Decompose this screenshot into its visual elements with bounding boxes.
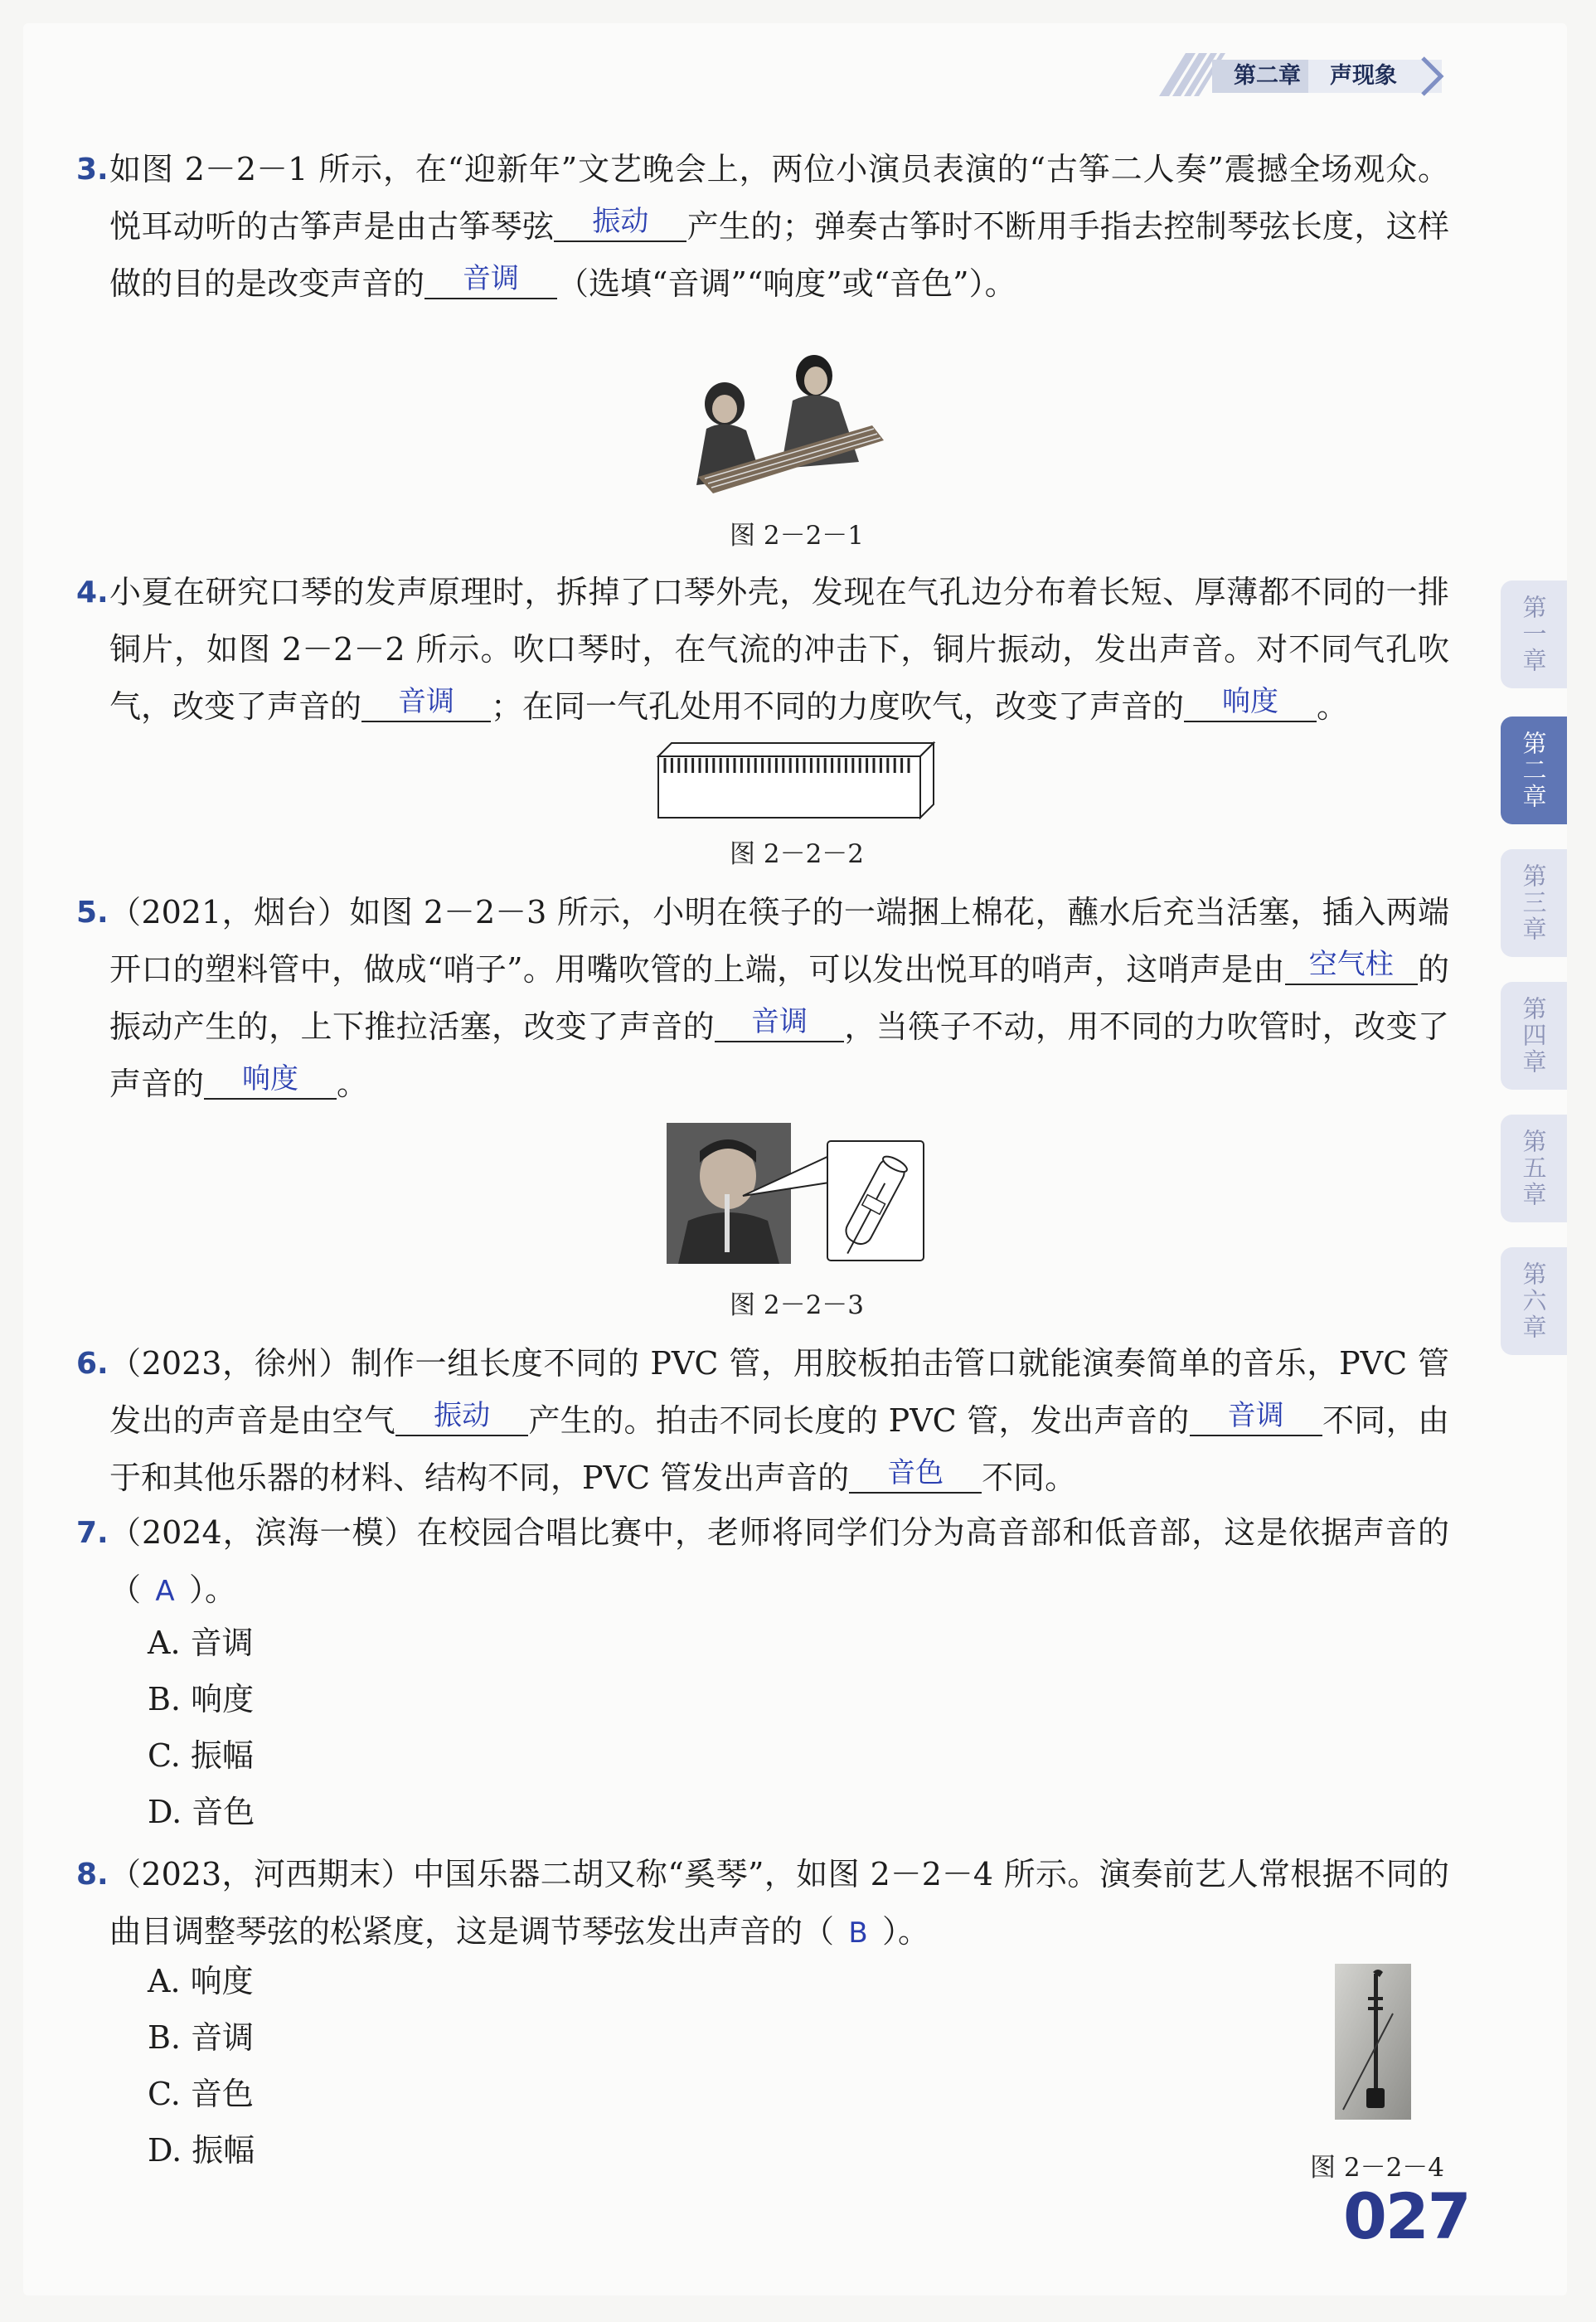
option-d: D. 音色 — [148, 1794, 255, 1830]
answer-blank[interactable] — [1285, 950, 1418, 985]
answer-blank[interactable] — [361, 687, 491, 722]
question-text: ；在同一气孔处用不同的力度吹气，改变了声音的 — [491, 688, 1185, 725]
header-title: 声现象 — [1308, 60, 1442, 93]
question-number: 4. — [76, 576, 109, 610]
question-text: （选填“音调”“响度”或“音色”）。 — [557, 265, 1016, 302]
question-text: 。 — [337, 1066, 369, 1102]
question-text: 产生的。拍击不同长度的 PVC 管，发出声音的 — [528, 1402, 1190, 1439]
choice-answer[interactable]: B — [848, 1916, 868, 1950]
question-text: 不同，由于和其他乐器的材料、结构不同，PVC 管发出声音的 — [109, 1402, 1449, 1496]
answer-blank[interactable] — [849, 1456, 982, 1494]
answer-text: 响度 — [242, 1062, 299, 1095]
question-text: ，当筷子不动，用不同的力吹管时，改变了声音的 — [109, 1008, 1449, 1102]
figure-caption: 图 2－2－2 — [730, 839, 865, 869]
answer-blank[interactable] — [1190, 1401, 1322, 1436]
figure-caption: 图 2－2－4 — [1310, 2153, 1445, 2183]
question-text: 的振动产生的，上下推拉活塞，改变了声音的 — [109, 951, 1449, 1045]
option-d: D. 振幅 — [148, 2132, 255, 2169]
answer-blank[interactable] — [1184, 687, 1317, 722]
question-text: 不同。 — [982, 1460, 1077, 1496]
answer-text: 空气柱 — [1308, 948, 1394, 981]
figure-caption: 图 2－2－1 — [730, 521, 865, 551]
question-number: 3. — [76, 153, 109, 187]
answer-blank[interactable] — [395, 1401, 528, 1436]
question-6 — [76, 1335, 1449, 1507]
page-number: 027 — [1343, 2179, 1470, 2253]
question-4 — [76, 564, 1449, 736]
question-5 — [76, 884, 1449, 1113]
option-a: A. 音调 — [148, 1625, 254, 1661]
question-text: ）。 — [882, 1913, 930, 1950]
answer-blank[interactable] — [715, 1005, 844, 1042]
answer-text: 音色 — [887, 1456, 944, 1489]
answer-text: 音调 — [463, 262, 520, 295]
question-number: 8. — [76, 1858, 109, 1892]
question-8 — [76, 1846, 1449, 1962]
tab-chapter-3[interactable]: 第三章 — [1501, 849, 1567, 957]
question-text: 小夏在研究口琴的发声原理时，拆掉了口琴外壳，发现在气孔边分布着长短、厚薄都不同的一排铜片，如图 2－2－2 所示。吹口琴时，在气流的冲击下，铜片振动，发出声音。对不同气孔吹气，改变了声音的 — [109, 574, 1449, 725]
question-number: 6. — [76, 1347, 109, 1381]
tab-chapter-5[interactable]: 第五章 — [1501, 1115, 1567, 1222]
answer-blank[interactable] — [424, 262, 557, 299]
answer-text: 振动 — [592, 205, 649, 238]
tab-chapter-6[interactable]: 第六章 — [1501, 1247, 1567, 1355]
figure-caption: 图 2－2－3 — [730, 1290, 865, 1320]
option-a: A. 响度 — [148, 1963, 254, 1999]
figure-whistle-boy — [667, 1123, 929, 1264]
answer-blank[interactable] — [554, 207, 686, 242]
question-number: 5. — [76, 896, 109, 930]
question-text: （2023，徐州）制作一组长度不同的 PVC 管，用胶板拍击管口就能演奏简单的音乐，PVC 管发出的声音是由空气 — [109, 1345, 1449, 1439]
question-text: 产生的；弹奏古筝时不断用手指去控制琴弦长度，这样做的目的是改变声音的 — [109, 208, 1449, 302]
question-3 — [76, 141, 1449, 313]
answer-text: 音调 — [1227, 1399, 1284, 1432]
answer-text: 响度 — [1222, 685, 1279, 718]
option-b: B. 响度 — [148, 1681, 255, 1717]
answer-blank[interactable] — [204, 1062, 337, 1100]
question-7 — [76, 1504, 1449, 1620]
header-chapter: 第二章 — [1212, 60, 1322, 93]
answer-text: 音调 — [398, 685, 455, 718]
question-number: 7. — [76, 1516, 109, 1550]
option-c: C. 振幅 — [148, 1737, 254, 1774]
question-text: （2021，烟台）如图 2－2－3 所示，小明在筷子的一端捆上棉花，蘸水后充当活塞，插入两端开口的塑料管中，做成“哨子”。用嘴吹管的上端，可以发出悦耳的哨声，这哨声是由 — [109, 894, 1449, 988]
question-text: 如图 2－2－1 所示，在“迎新年”文艺晚会上，两位小演员表演的“古筝二人奏”震撼全场观众。悦耳动听的古筝声是由古筝琴弦 — [109, 151, 1449, 245]
question-text: 。 — [1317, 688, 1349, 725]
figure-guzheng-photo — [682, 352, 887, 493]
choice-answer[interactable]: A — [155, 1575, 175, 1608]
answer-text: 音调 — [751, 1005, 808, 1038]
option-c: C. 音色 — [148, 2076, 254, 2112]
tab-chapter-2[interactable]: 第二章 — [1501, 717, 1567, 824]
tab-chapter-1[interactable]: 第一章 — [1501, 580, 1567, 688]
chevron-right-icon — [1416, 53, 1449, 100]
question-text: ）。 — [189, 1571, 237, 1608]
option-b: B. 音调 — [148, 2019, 255, 2056]
figure-erhu-photo — [1335, 1964, 1411, 2120]
question-text: （2023，河西期末）中国乐器二胡又称“奚琴”，如图 2－2－4 所示。演奏前艺人常根据不同的曲目调整琴弦的松紧度，这是调节琴弦发出声音的（ — [109, 1856, 1449, 1950]
answer-text: 振动 — [434, 1399, 491, 1432]
tab-chapter-4[interactable]: 第四章 — [1501, 982, 1567, 1090]
question-text: （2024，滨海一模）在校园合唱比赛中，老师将同学们分为高音部和低音部，这是依据声音的（ — [109, 1514, 1449, 1608]
figure-harmonica-reeds — [655, 740, 937, 821]
